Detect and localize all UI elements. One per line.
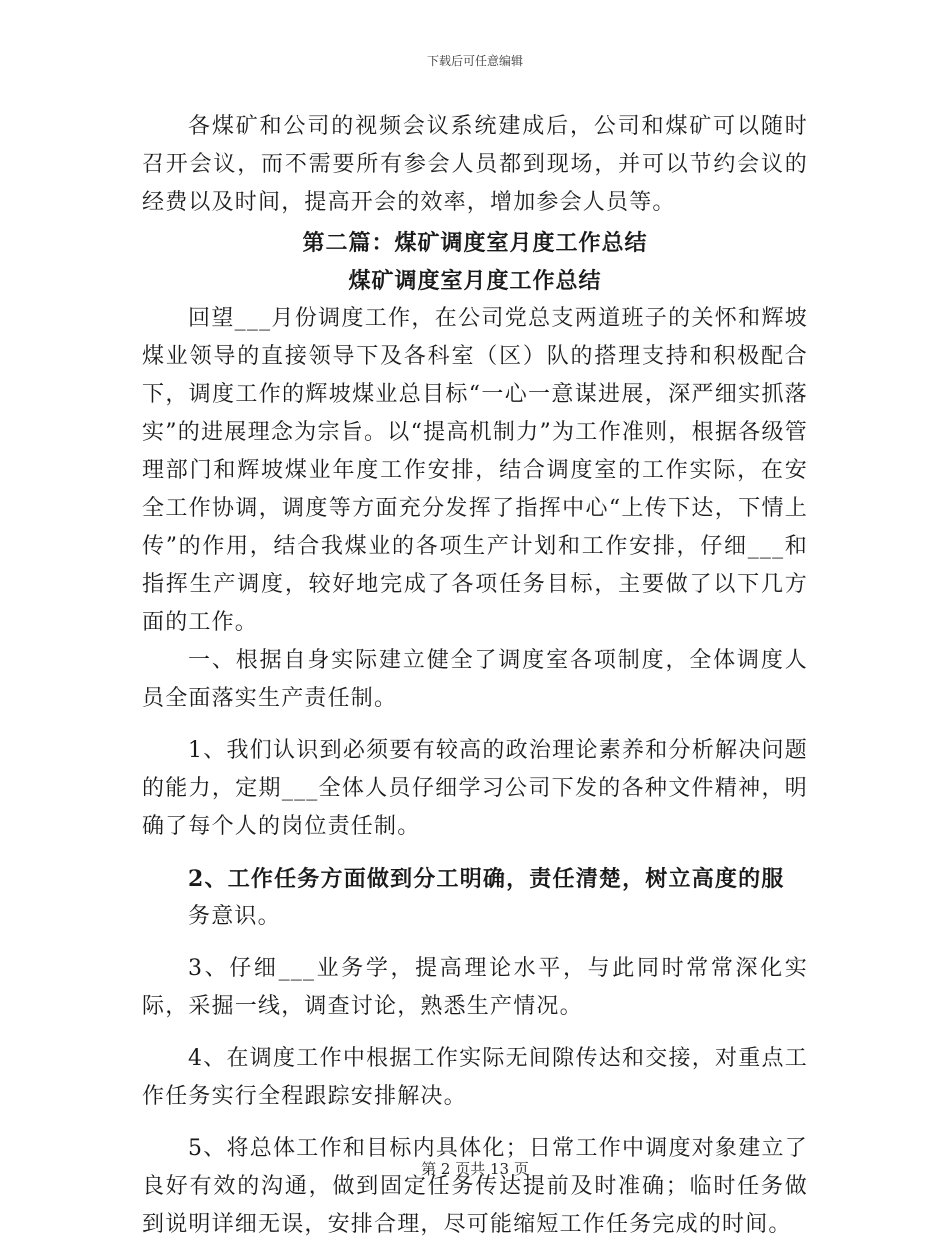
paragraph-item-3: 3、仔细___业务学，提高理论水平，与此同时常常深化实际，采掘一线，调查讨论，熟悉生产情况。	[142, 956, 808, 1019]
paragraph-item-2-cont: 务意识。	[188, 904, 281, 929]
document-title: 煤矿调度室月度工作总结	[348, 268, 602, 294]
section-heading: 第二篇：煤矿调度室月度工作总结	[302, 230, 648, 256]
paragraph-item-1: 1、我们认识到必须要有较高的政治理论素养和分析解决问题的能力，定期___全体人员仔细学习公司下发的各种文件精神，明确了每个人的岗位责任制。	[142, 738, 808, 839]
paragraph-item-one: 一、根据自身实际建立健全了调度室各项制度，全体调度人员全面落实生产责任制。	[142, 648, 808, 711]
paragraph-review: 回望___月份调度工作，在公司党总支两道班子的关怀和辉坡煤业领导的直接领导下及各科室（区）队的搭理支持和积极配合下，调度工作的辉坡煤业总目标“一心一意谋进展，深严细实抓落实”的进展理念为宗旨。以“提高机制力”为工作准则，根据各级管理部门和辉坡煤业年度工作安排，结合调度室的工作实际，在安全工作协调，调度等方面充分发挥了指挥中心“上传下达，下情上传”的作用，结合我煤业的各项生产计划和工作安排，仔细___和指挥生产调度，较好地完成了各项任务目标，主要做了以下几方面的工作。	[142, 306, 808, 635]
paragraph-item-5: 5、将总体工作和目标内具体化；日常工作中调度对象建立了良好有效的沟通，做到固定任务传达提前及时准确；临时任务做到说明详细无误，安排合理，尽可能缩短工作任务完成的时间。	[142, 1136, 808, 1237]
paragraph-item-4: 4、在调度工作中根据工作实际无间隙传达和交接，对重点工作任务实行全程跟踪安排解决。	[142, 1046, 808, 1109]
document-body	[142, 108, 808, 1258]
page-footer: 第 2 页共 13 页	[421, 1160, 529, 1178]
paragraph-video-conference: 各煤矿和公司的视频会议系统建成后，公司和煤矿可以随时召开会议，而不需要所有参会人员都到现场，并可以节约会议的经费以及时间，提高开会的效率，增加参会人员等。	[142, 114, 808, 215]
page-header: 下载后可任意编辑	[426, 54, 523, 68]
paragraph-item-2-bold: 2、工作任务方面做到分工明确，责任清楚，树立高度的服	[188, 866, 785, 892]
